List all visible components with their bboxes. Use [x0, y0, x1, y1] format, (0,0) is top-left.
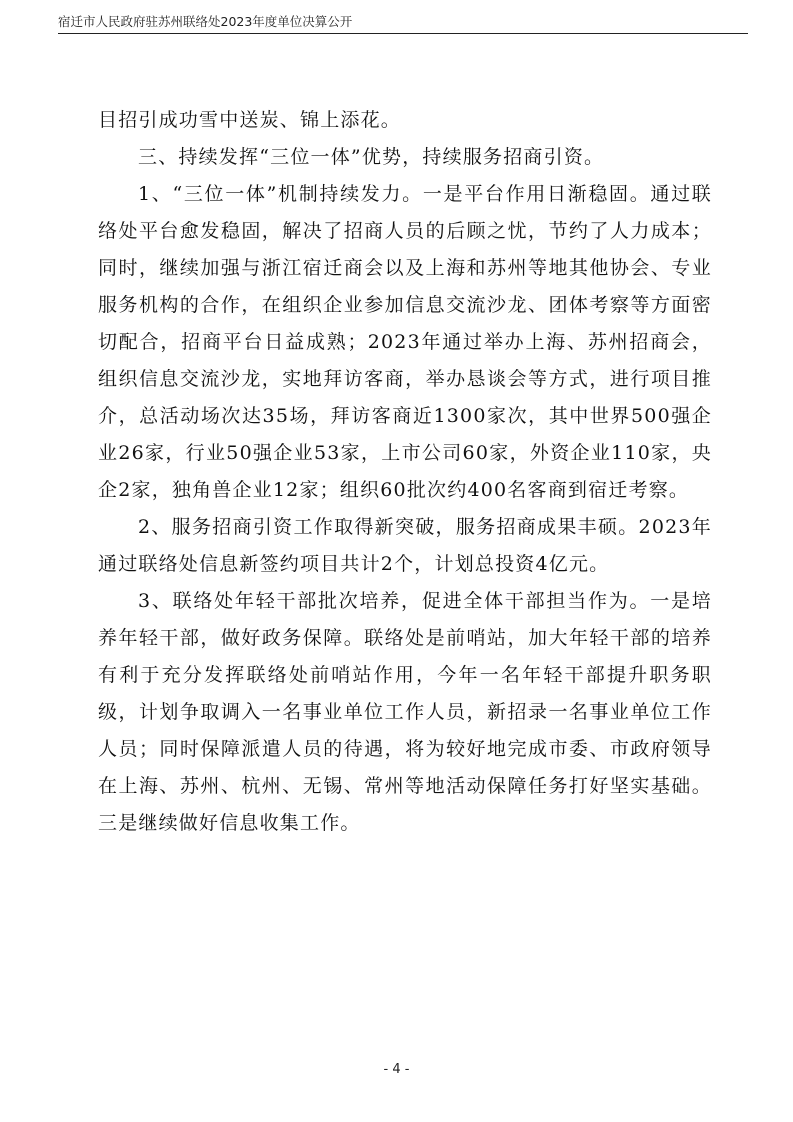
paragraph-item-1: 1、“三位一体”机制持续发力。一是平台作用日渐稳固。通过联络处平台愈发稳固，解决了招商人员的后顾之忧，节约了人力成本；同时，继续加强与浙江宿迁商会以及上海和苏州等地其他协会、专业服务机构的合作，在组织企业参加信息交流沙龙、团体考察等方面密切配合，招商平台日益成熟；2023年通过举办上海、苏州招商会，组织信息交流沙龙，实地拜访客商，举办恳谈会等方式，进行项目推介，总活动场次达35场，拜访客商近1300家次，其中世界500强企业26家，行业50强企业53家，上市公司60家，外资企业110家，央企2家，独角兽企业12家；组织60批次约400名客商到宿迁考察。 — [98, 183, 712, 501]
page-header-title: 宿迁市人民政府驻苏州联络处2023年度单位决算公开 — [58, 14, 353, 29]
section-heading-three: 三、持续发挥“三位一体”优势，持续服务招商引资。 — [138, 146, 605, 168]
document-body — [98, 102, 712, 842]
paragraph-item-3: 3、联络处年轻干部批次培养，促进全体干部担当作为。一是培养年轻干部，做好政务保障。联络处是前哨站，加大年轻干部的培养有利于充分发挥联络处前哨站作用，今年一名年轻干部提升职务职级，计划争取调入一名事业单位工作人员，新招录一名事业单位工作人员；同时保障派遣人员的待遇，将为较好地完成市委、市政府领导在上海、苏州、杭州、无锡、常州等地活动保障任务打好坚实基础。三是继续做好信息收集工作。 — [98, 590, 712, 834]
paragraph-item-2: 2、服务招商引资工作取得新突破，服务招商成果丰硕。2023年通过联络处信息新签约项目共计2个，计划总投资4亿元。 — [98, 516, 712, 575]
header-divider — [58, 33, 748, 34]
page-number: - 4 - — [383, 1062, 410, 1077]
paragraph-continuation: 目招引成功雪中送炭、锦上添花。 — [98, 109, 402, 131]
